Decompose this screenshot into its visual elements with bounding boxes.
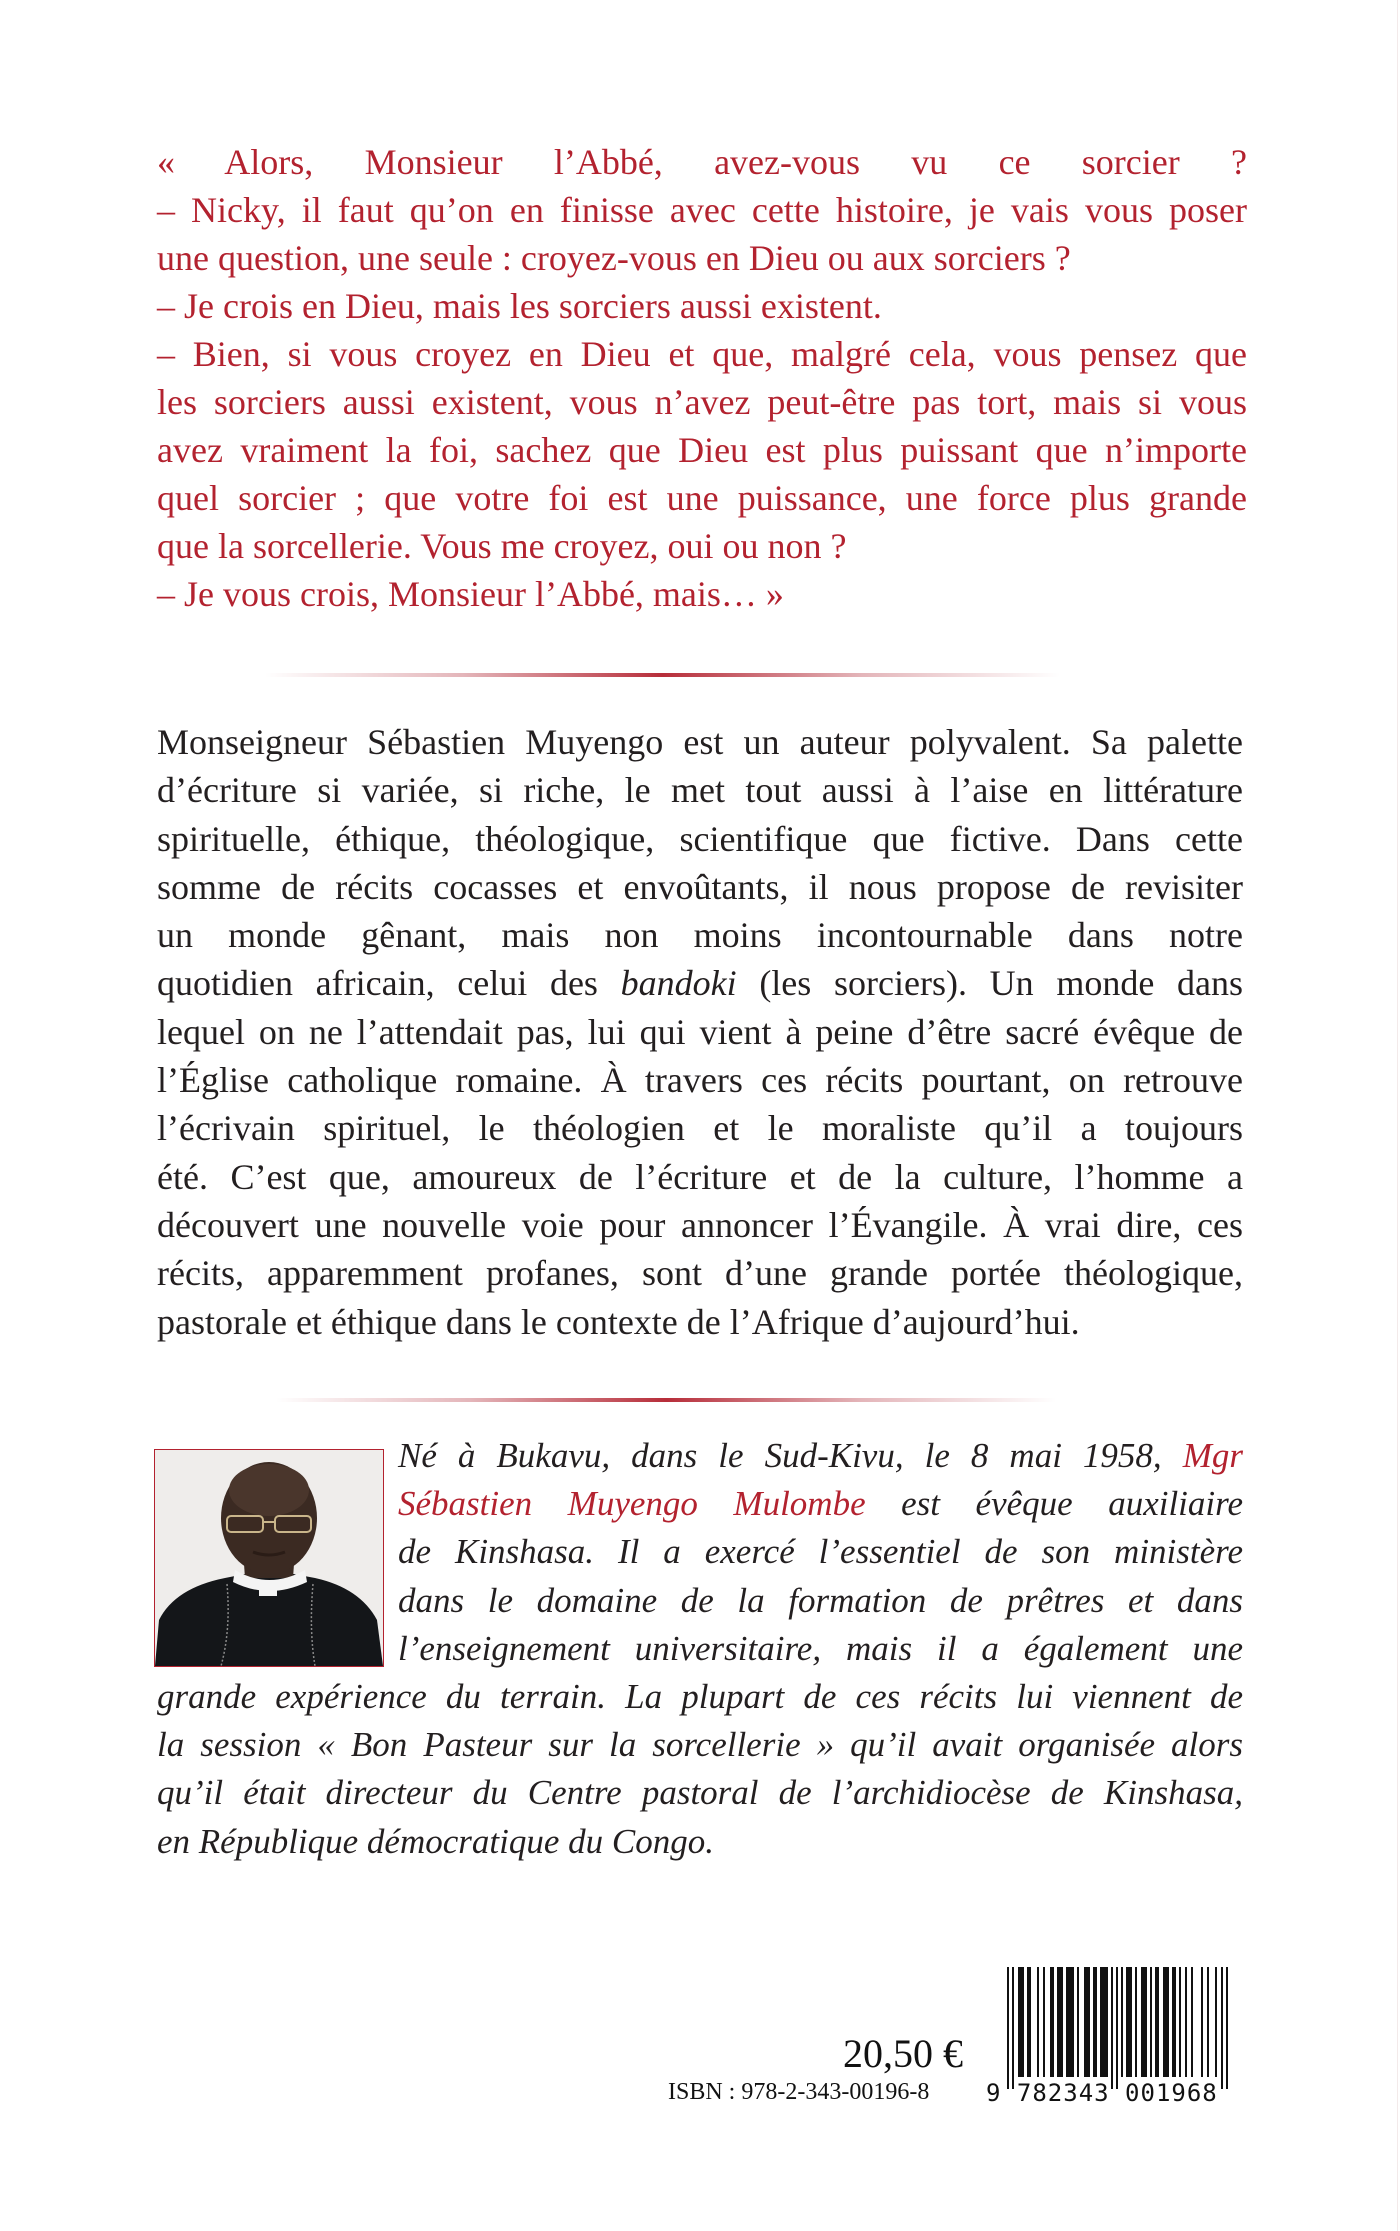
bio-line: qu’il était directeur du Centre pastoral de l’archidiocèse de Kinshasa, <box>157 1773 1243 1813</box>
section-divider <box>265 673 1060 677</box>
author-name-highlight: Sébastien Muyengo Mulombe <box>398 1484 866 1524</box>
bio-line: l’enseignement universitaire, mais il a également une <box>398 1628 1243 1668</box>
author-name-highlight: Mgr <box>1182 1436 1243 1475</box>
description-line: somme de récits cocasses et envoûtants, il nous propose de revisiter <box>157 866 1243 907</box>
description-line: spirituelle, éthique, théologique, scientifique que fictive. Dans cette <box>157 818 1243 859</box>
bio-line: de Kinshasa. Il a exercé l’essentiel de son ministère <box>398 1532 1243 1572</box>
description-line: l’écrivain spirituel, le théologien et le moraliste qu’il a toujours <box>157 1108 1243 1149</box>
description-line <box>157 959 1243 1007</box>
price-label: 20,50 € <box>843 2031 963 2076</box>
quote-line: quel sorcier ; que votre foi est une puissance, une force plus grande <box>157 478 1247 518</box>
description-line: lequel on ne l’attendait pas, lui qui vient à peine d’être sacré évêque de <box>157 1011 1243 1052</box>
section-divider <box>276 1398 1056 1402</box>
quote-line: – Bien, si vous croyez en Dieu et que, malgré cela, vous pensez que <box>157 334 1247 374</box>
description-line: Monseigneur Sébastien Muyengo est un auteur polyvalent. Sa palette <box>157 722 1243 762</box>
quote-line: les sorciers aussi existent, vous n’avez peut-être pas tort, mais si vous <box>157 382 1247 422</box>
quote-line: « Alors, Monsieur l’Abbé, avez-vous vu ce sorcier ? <box>157 142 1247 182</box>
description-line: d’écriture si variée, si riche, le met tout aussi à l’aise en littérature <box>157 770 1243 811</box>
author-bio <box>157 1432 1243 1866</box>
quote-line: avez vraiment la foi, sachez que Dieu est plus puissant que n’importe <box>157 430 1247 470</box>
italic-term: bandoki <box>620 963 737 1004</box>
description-line: l’Église catholique romaine. À travers ces récits pourtant, on retrouve <box>157 1060 1243 1101</box>
description-line: pastorale et éthique dans le contexte de l’Afrique d’aujourd’hui. <box>157 1301 1080 1342</box>
isbn-label: ISBN : 978-2-343-00196-8 <box>668 2079 930 2105</box>
excerpt-quote <box>157 138 1247 618</box>
description-line: découvert une nouvelle voie pour annoncer l’Évangile. À vrai dire, ces <box>157 1204 1243 1245</box>
quote-line: une question, une seule : croyez-vous en Dieu ou aux sorciers ? <box>157 238 1071 278</box>
bio-text: Né à Bukavu, dans le Sud-Kivu, le 8 mai 1958, <box>398 1436 1183 1475</box>
quote-line: – Je crois en Dieu, mais les sorciers aussi existent. <box>157 286 882 326</box>
description-line: récits, apparemment profanes, sont d’une grande portée théologique, <box>157 1253 1243 1294</box>
bio-text: est évêque auxiliaire <box>865 1484 1243 1524</box>
barcode-digits: 9 782343 001968 <box>986 2079 1218 2107</box>
bio-line <box>398 1480 1243 1528</box>
bio-line: grande expérience du terrain. La plupart de ces récits lui viennent de <box>157 1677 1243 1717</box>
bio-line <box>398 1432 1243 1480</box>
quote-line: – Je vous crois, Monsieur l’Abbé, mais… » <box>157 574 784 614</box>
bio-line: dans le domaine de la formation de prêtres et dans <box>398 1580 1243 1620</box>
book-description <box>157 718 1243 1346</box>
description-line: été. C’est que, amoureux de l’écriture et de la culture, l’homme a <box>157 1156 1243 1197</box>
bio-line: la session « Bon Pasteur sur la sorcellerie » qu’il avait organisée alors <box>157 1725 1243 1765</box>
bio-line: en République démocratique du Congo. <box>157 1821 714 1861</box>
page-edge-line <box>1397 0 1398 2231</box>
quote-line: – Nicky, il faut qu’on en finisse avec cette histoire, je vais vous poser <box>157 190 1247 230</box>
description-line: un monde gênant, mais non moins incontournable dans notre <box>157 915 1243 956</box>
description-text: quotidien africain, celui des <box>157 963 621 1004</box>
quote-line: que la sorcellerie. Vous me croyez, oui ou non ? <box>157 526 847 566</box>
description-text: (les sorciers). Un monde dans <box>736 963 1243 1004</box>
